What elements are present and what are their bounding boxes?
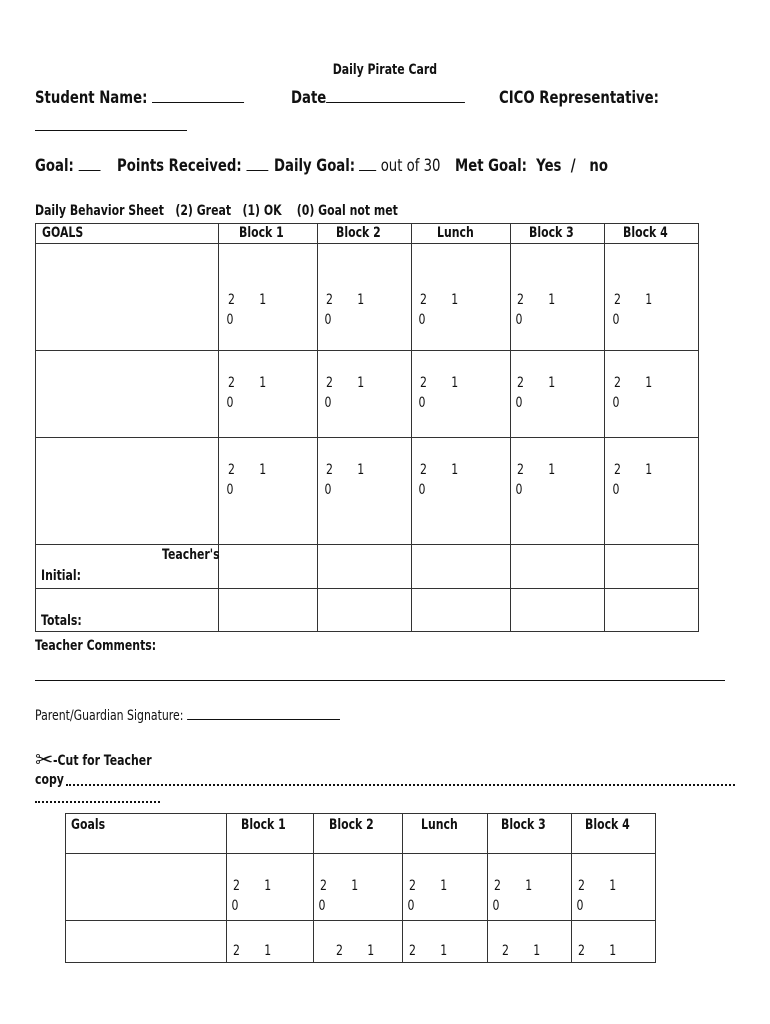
teacher-initial-label: Teacher's Initial: bbox=[36, 545, 219, 589]
points-received-field: Points Received: bbox=[117, 156, 311, 176]
col-header: Block 3 bbox=[488, 814, 572, 854]
total-cell[interactable] bbox=[605, 589, 699, 632]
total-cell[interactable] bbox=[511, 589, 605, 632]
student-name-field bbox=[35, 88, 303, 108]
cico-rep-blank[interactable] bbox=[35, 130, 187, 131]
score-cell[interactable]: 2 1 0 bbox=[412, 351, 511, 438]
col-header: Block 4 bbox=[572, 814, 656, 854]
met-goal-field: Met Goal: Yes / no bbox=[455, 156, 608, 176]
score-cell[interactable]: 2 1 0 bbox=[511, 351, 605, 438]
table-header-row bbox=[66, 814, 656, 854]
totals-row bbox=[36, 589, 699, 632]
col-header: Lunch bbox=[412, 224, 511, 244]
scissors-icon: ✂ bbox=[35, 748, 54, 773]
initial-cell[interactable] bbox=[412, 545, 511, 589]
cut-dashed-line-cont bbox=[35, 801, 160, 803]
score-cell[interactable]: 2 1 0 bbox=[511, 438, 605, 545]
totals-label: Totals: bbox=[36, 589, 219, 632]
goals-header: Goals bbox=[66, 814, 227, 854]
signature-blank[interactable] bbox=[187, 705, 340, 720]
date-label: Date bbox=[291, 88, 327, 108]
col-header: Block 2 bbox=[314, 814, 403, 854]
teacher-initial-row bbox=[36, 545, 699, 589]
behavior-table bbox=[35, 223, 699, 632]
card-title: Daily Pirate Card bbox=[332, 62, 438, 78]
teacher-comments-line[interactable] bbox=[35, 680, 725, 681]
goal-cell[interactable] bbox=[36, 438, 219, 545]
total-cell[interactable] bbox=[219, 589, 318, 632]
score-cell[interactable]: 2 1 0 bbox=[227, 854, 314, 921]
col-header: Block 1 bbox=[219, 224, 318, 244]
goal-field: Goal: bbox=[35, 156, 119, 176]
goal-row bbox=[66, 921, 656, 963]
score-cell[interactable]: 2 1 0 bbox=[572, 854, 656, 921]
score-cell[interactable]: 2 1 0 bbox=[605, 244, 699, 351]
points-blank[interactable] bbox=[246, 156, 268, 171]
score-cell[interactable]: 2 1 0 bbox=[511, 244, 605, 351]
date-field bbox=[291, 88, 514, 108]
initial-cell[interactable] bbox=[511, 545, 605, 589]
score-cell[interactable]: 2 1 0 bbox=[605, 351, 699, 438]
goal-row bbox=[36, 244, 699, 351]
col-header: Block 4 bbox=[605, 224, 699, 244]
behavior-legend: Daily Behavior Sheet (2) Great (1) OK (0) Goal not met bbox=[35, 203, 398, 219]
goal-row bbox=[36, 351, 699, 438]
guardian-signature-field: Parent/Guardian Signature: bbox=[35, 705, 426, 724]
total-cell[interactable] bbox=[318, 589, 412, 632]
score-cell[interactable]: 2 1 0 bbox=[219, 244, 318, 351]
table-header-row bbox=[36, 224, 699, 244]
goals-header: GOALS bbox=[36, 224, 219, 244]
initial-cell[interactable] bbox=[318, 545, 412, 589]
score-cell[interactable]: 2 1 0 bbox=[412, 244, 511, 351]
initial-cell[interactable] bbox=[219, 545, 318, 589]
goal-blank[interactable] bbox=[78, 156, 100, 171]
copy-label: copy bbox=[35, 772, 64, 788]
goal-row bbox=[36, 438, 699, 545]
goal-row bbox=[66, 854, 656, 921]
goal-cell[interactable] bbox=[66, 921, 227, 963]
col-header: Lunch bbox=[403, 814, 488, 854]
score-cell[interactable]: 2 1 bbox=[314, 921, 403, 963]
teacher-copy-table bbox=[65, 813, 656, 963]
goal-cell[interactable] bbox=[36, 351, 219, 438]
cico-rep-label: CICO Representative: bbox=[499, 88, 659, 108]
score-cell[interactable]: 2 1 0 bbox=[403, 854, 488, 921]
col-header: Block 3 bbox=[511, 224, 605, 244]
col-header: Block 2 bbox=[318, 224, 412, 244]
initial-cell[interactable] bbox=[605, 545, 699, 589]
score-cell[interactable]: 2 1 0 bbox=[412, 438, 511, 545]
score-cell[interactable]: 2 1 bbox=[227, 921, 314, 963]
date-blank[interactable] bbox=[326, 88, 465, 103]
score-cell[interactable]: 2 1 0 bbox=[219, 438, 318, 545]
student-name-blank[interactable] bbox=[152, 88, 244, 103]
met-goal-yes[interactable]: Yes bbox=[536, 156, 562, 176]
cut-line-label: ✂-Cut for Teacher bbox=[35, 748, 153, 773]
score-cell[interactable]: 2 1 bbox=[403, 921, 488, 963]
met-goal-no[interactable]: no bbox=[589, 156, 608, 176]
daily-goal-blank[interactable] bbox=[359, 156, 376, 171]
goal-cell[interactable] bbox=[36, 244, 219, 351]
score-cell[interactable]: 2 1 0 bbox=[219, 351, 318, 438]
score-cell[interactable]: 2 1 0 bbox=[318, 351, 412, 438]
student-name-label: Student Name: bbox=[35, 88, 148, 108]
goal-cell[interactable] bbox=[66, 854, 227, 921]
total-cell[interactable] bbox=[412, 589, 511, 632]
score-cell[interactable]: 2 1 bbox=[488, 921, 572, 963]
score-cell[interactable]: 2 1 0 bbox=[314, 854, 403, 921]
score-cell[interactable]: 2 1 bbox=[572, 921, 656, 963]
score-cell[interactable]: 2 1 0 bbox=[605, 438, 699, 545]
teacher-comments-label: Teacher Comments: bbox=[35, 638, 157, 654]
col-header: Block 1 bbox=[227, 814, 314, 854]
daily-goal-field: Daily Goal: out of 30 bbox=[274, 156, 441, 176]
score-cell[interactable]: 2 1 0 bbox=[318, 244, 412, 351]
score-cell[interactable]: 2 1 0 bbox=[318, 438, 412, 545]
score-cell[interactable]: 2 1 0 bbox=[488, 854, 572, 921]
cut-dashed-line bbox=[66, 784, 735, 786]
